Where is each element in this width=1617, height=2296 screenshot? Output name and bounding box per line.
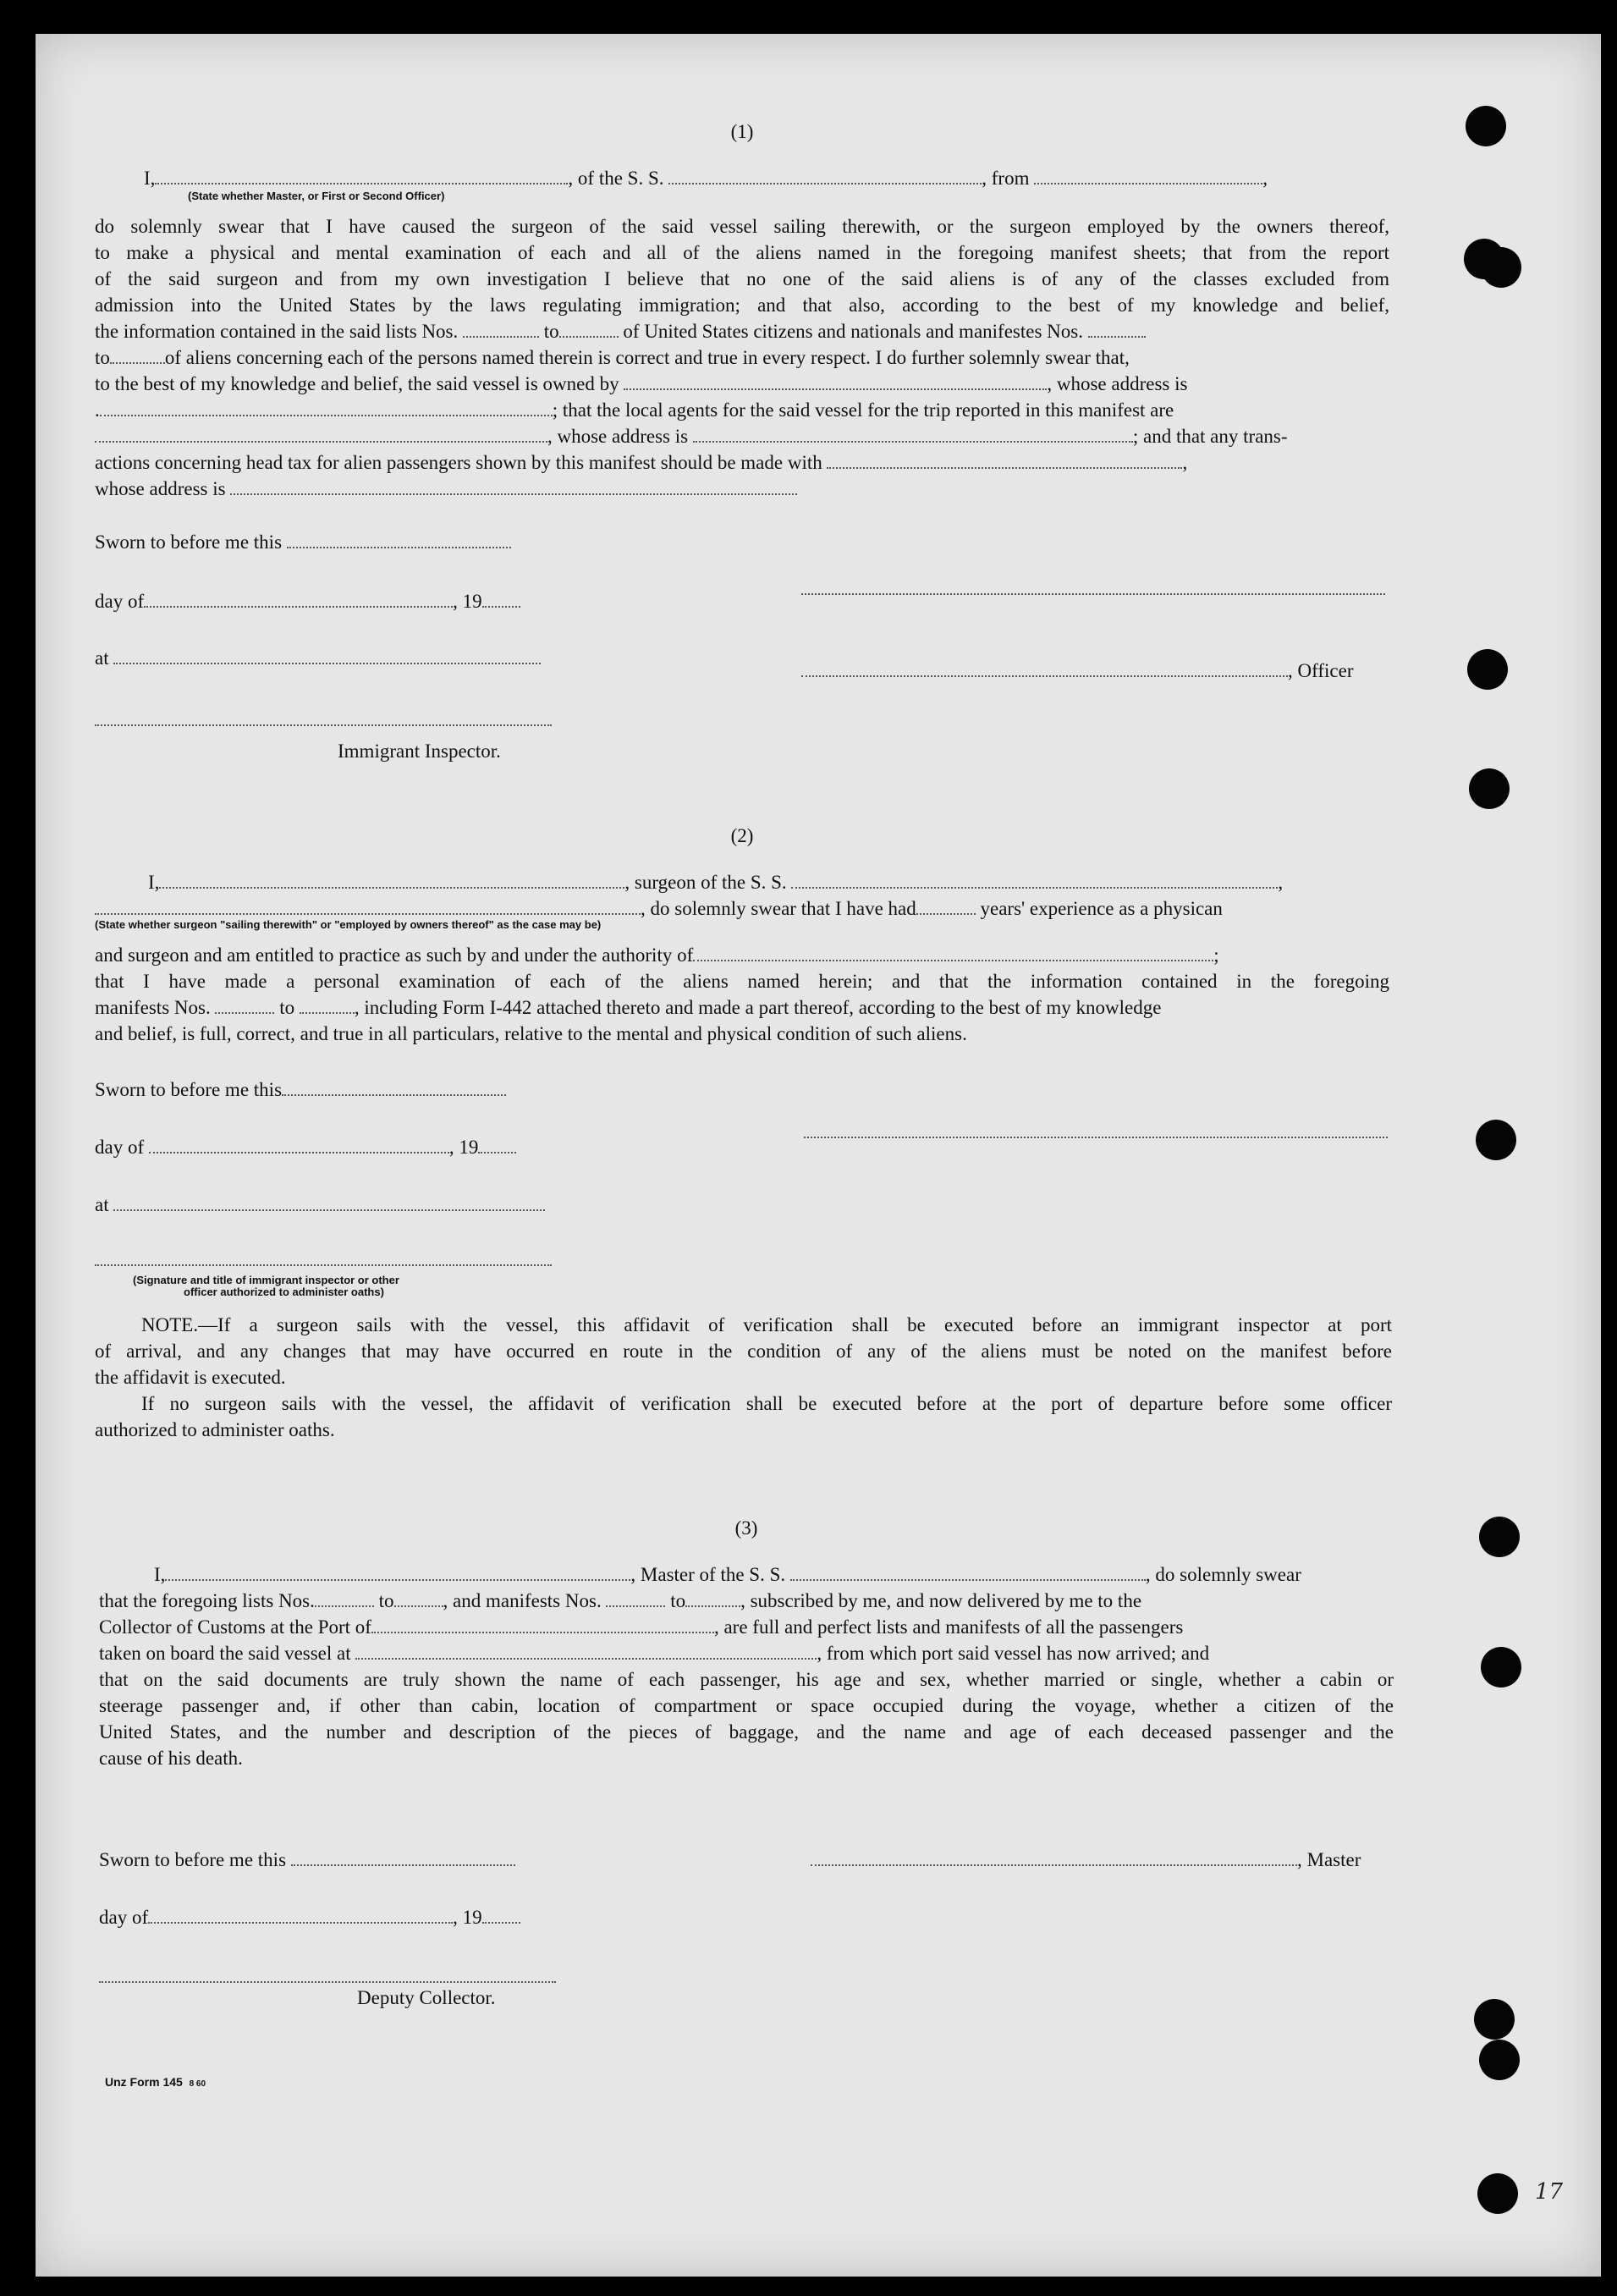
- s2-note-line: If no surgeon sails with the vessel, the affidavit of verification shall be executed before at the port of departure before some officer: [141, 1393, 1392, 1414]
- s1-para-line: admission into the United States by the laws regulating immigration; and that also, according to the best of my knowledge and belief,: [95, 295, 1389, 316]
- s1-sworn: Sworn to before me this: [95, 529, 511, 556]
- s2-manifests-to-field[interactable]: [300, 997, 355, 1014]
- s3-para-line: cause of his death.: [99, 1748, 243, 1769]
- s3-lists-from-field[interactable]: [315, 1590, 374, 1607]
- s2-para-line: that I have made a personal examination of each of the aliens named herein; and that the information contained in the foregoing: [95, 971, 1389, 992]
- s3-line-taken: taken on board the said vessel at , from which port said vessel has now arrived; and: [99, 1643, 1210, 1664]
- s3-dayof: day of , 19: [99, 1904, 520, 1931]
- punch-hole: [1479, 2040, 1520, 2080]
- s1-hint: (State whether Master, or First or Second Officer): [188, 190, 445, 202]
- s3-year-field[interactable]: [482, 1907, 520, 1924]
- s3-day-field[interactable]: [148, 1907, 453, 1924]
- s3-master-signature-field[interactable]: [811, 1849, 1297, 1866]
- s3-para-line: United States, and the number and description of the pieces of baggage, and the name and age of each deceased passenger and the: [99, 1721, 1394, 1743]
- s3-line-collector: Collector of Customs at the Port of , are full and perfect lists and manifests of all the passengers: [99, 1616, 1184, 1638]
- s1-vessel-field[interactable]: [668, 168, 982, 184]
- punch-hole: [1476, 1120, 1516, 1160]
- s2-inspector-line: [95, 1247, 552, 1274]
- section-2-number: (2): [730, 825, 754, 846]
- s2-line-manifests: manifests Nos. to , including Form I-442 attached thereto and made a part thereof, according to the best of my knowledge: [95, 997, 1162, 1018]
- s2-note-line: of arrival, and any changes that may have occurred en route in the condition of any of the aliens must be noted on the manifest before: [95, 1341, 1392, 1362]
- s2-manifests-from-field[interactable]: [215, 997, 274, 1014]
- s1-line-agent-address: , whose address is ; and that any trans-: [95, 423, 1288, 450]
- s2-line-1: I, , surgeon of the S. S. ,: [148, 872, 1284, 893]
- section-3-number: (3): [734, 1517, 758, 1539]
- s3-port-field[interactable]: [371, 1616, 714, 1633]
- s1-inspector-label: Immigrant Inspector.: [338, 741, 501, 762]
- s3-line-lists: that the foregoing lists Nos. to , and manifests Nos. to , subscribed by me, and now delivered by me to the: [99, 1590, 1142, 1611]
- s1-officer-field[interactable]: [155, 168, 568, 184]
- s1-line-aliens: to of aliens concerning each of the persons named therein is correct and true in every respect. I do further solemnly swear that,: [95, 347, 1130, 368]
- s2-sworn: Sworn to before me this: [95, 1076, 506, 1104]
- s2-signature-line: [804, 1119, 1388, 1146]
- s1-owner-address-field[interactable]: [100, 399, 553, 416]
- s1-from-field[interactable]: [1034, 168, 1262, 184]
- s2-para-line: and belief, is full, correct, and true in all particulars, relative to the mental and physical condition of such aliens.: [95, 1023, 967, 1044]
- s2-status-field[interactable]: [95, 898, 641, 915]
- s3-para-line: steerage passenger and, if other than cabin, location of compartment or space occupied during the voyage, whether a citizen of the: [99, 1695, 1394, 1716]
- s2-note-line: the affidavit is executed.: [95, 1367, 286, 1388]
- s1-sworn-field[interactable]: [287, 531, 511, 548]
- s1-line-headtax: actions concerning head tax for alien passengers shown by this manifest should be made with ,: [95, 452, 1188, 473]
- s1-officer-signature-field[interactable]: [801, 660, 1288, 677]
- s1-manifests-to-field[interactable]: [110, 347, 165, 364]
- s2-line-authority: and surgeon and am entitled to practice as such by and under the authority of ;: [95, 944, 1219, 966]
- s2-note-line: authorized to administer oaths.: [95, 1419, 335, 1440]
- s3-manifests-from-field[interactable]: [606, 1590, 665, 1607]
- punch-hole: [1481, 247, 1521, 288]
- punch-hole: [1469, 768, 1510, 809]
- s2-surgeon-name-field[interactable]: [159, 872, 624, 889]
- s2-vessel-field[interactable]: [791, 872, 1278, 889]
- s2-authority-field[interactable]: [693, 944, 1213, 961]
- s1-para-line: of the said surgeon and from my own investigation I believe that no one of the said aliens is of any of the classes excluded from: [95, 268, 1389, 289]
- s1-signature-field[interactable]: [801, 578, 1385, 595]
- s1-dayof: day of , 19: [95, 588, 520, 615]
- page-number: 17: [1535, 2179, 1564, 2205]
- s2-note-line: NOTE.—If a surgeon sails with the vessel, this affidavit of verification shall be executed before an immigrant inspector at port: [141, 1314, 1392, 1335]
- s3-taken-at-field[interactable]: [355, 1643, 817, 1660]
- punch-hole: [1466, 106, 1506, 146]
- s1-line-owned: to the best of my knowledge and belief, the said vessel is owned by , whose address is: [95, 373, 1188, 394]
- section-1-number: (1): [730, 121, 754, 142]
- s1-line-whose: whose address is: [95, 476, 797, 503]
- s2-hint: (State whether surgeon "sailing therewith" or "employed by owners thereof" as the case may be): [95, 918, 602, 931]
- s3-lists-to-field[interactable]: [394, 1590, 443, 1607]
- s1-line-agents: . ; that the local agents for the said vessel for the trip reported in this manifest are: [95, 399, 1174, 421]
- punch-hole: [1479, 1517, 1520, 1557]
- s1-manifests-field[interactable]: [1088, 321, 1146, 338]
- punch-hole: [1474, 1999, 1515, 2040]
- s3-deputy-field[interactable]: [99, 1966, 556, 1983]
- s1-day-field[interactable]: [144, 591, 453, 608]
- s1-line-1: I, , of the S. S. , from ,: [144, 168, 1268, 189]
- s2-at: at: [95, 1192, 545, 1219]
- s1-year-field[interactable]: [482, 591, 520, 608]
- s1-para-line: to make a physical and mental examination of each and all of the aliens named in the foregoing manifest sheets; that from the report: [95, 242, 1389, 263]
- s1-signature-line: [801, 575, 1385, 603]
- punch-hole: [1477, 2173, 1518, 2214]
- s2-signature-field[interactable]: [804, 1121, 1388, 1138]
- s1-headtax-field[interactable]: [827, 452, 1182, 469]
- s3-para-line: that on the said documents are truly shown the name of each passenger, his age and sex, whether married or single, whether a cabin or: [99, 1669, 1394, 1690]
- s3-manifests-to-field[interactable]: [685, 1590, 740, 1607]
- s3-line-1: I, , Master of the S. S. , do solemnly swear: [154, 1564, 1301, 1585]
- document-page: [36, 34, 1601, 2277]
- s3-vessel-field[interactable]: [790, 1564, 1146, 1581]
- s1-inspector-line: [95, 707, 552, 734]
- s2-dayof: day of , 19: [95, 1134, 516, 1161]
- s3-sworn: Sworn to before me this: [99, 1847, 515, 1874]
- s1-agents-address-field[interactable]: [693, 426, 1133, 443]
- s1-headtax-address-field[interactable]: [230, 478, 797, 495]
- s2-year-field[interactable]: [478, 1137, 516, 1154]
- s3-deputy-label: Deputy Collector.: [357, 1987, 496, 2008]
- s1-owner-field[interactable]: [624, 373, 1047, 390]
- s1-para-line: do solemnly swear that I have caused the surgeon of the said vessel sailing therewith, or the surgeon employed by the owners thereof,: [95, 216, 1389, 237]
- s1-at: at: [95, 645, 541, 672]
- punch-hole: [1481, 1647, 1521, 1688]
- s2-sig-hint: (Signature and title of immigrant inspector or other: [133, 1274, 399, 1286]
- s3-sworn-field[interactable]: [291, 1849, 515, 1866]
- form-number: Unz Form 145 8 60: [105, 2075, 206, 2089]
- s1-at-field[interactable]: [113, 647, 541, 664]
- s3-master-line: , Master: [811, 1847, 1361, 1874]
- punch-hole: [1467, 649, 1508, 690]
- s2-years-field[interactable]: [916, 898, 976, 915]
- s2-at-field[interactable]: [113, 1194, 545, 1211]
- s2-inspector-field[interactable]: [95, 1249, 552, 1266]
- s1-officer-line: , Officer: [801, 658, 1353, 685]
- s2-sworn-field[interactable]: [282, 1079, 506, 1096]
- s3-master-name-field[interactable]: [165, 1564, 630, 1581]
- s2-sig-hint: officer authorized to administer oaths): [184, 1286, 384, 1298]
- s1-lists-from-field[interactable]: [463, 321, 539, 338]
- s1-lists-to-field[interactable]: [559, 321, 619, 338]
- s1-line-lists: the information contained in the said lists Nos. to of United States citizens and nationals and manifestes Nos.: [95, 318, 1146, 345]
- s2-day-field[interactable]: [149, 1137, 449, 1154]
- s1-inspector-field[interactable]: [95, 709, 552, 726]
- s2-line-2: , do solemnly swear that I have had years' experience as a physican: [95, 895, 1223, 922]
- s1-agents-field[interactable]: [95, 426, 547, 443]
